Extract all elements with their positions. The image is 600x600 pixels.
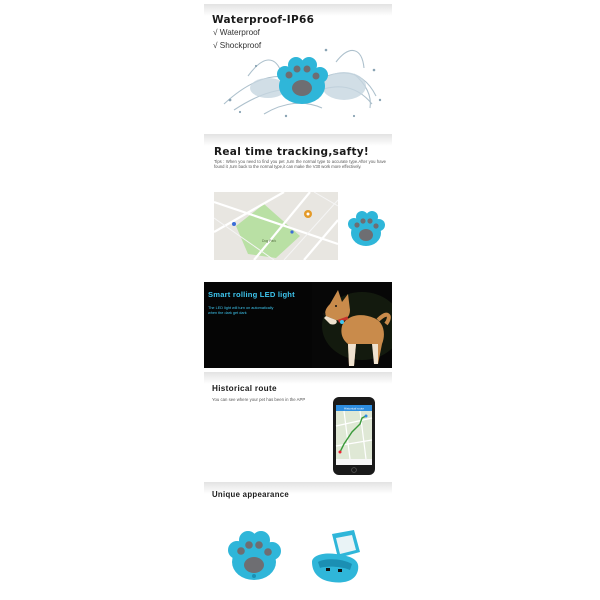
led-section xyxy=(204,282,392,368)
dog-photo xyxy=(312,282,392,368)
map-screenshot xyxy=(214,192,338,260)
route-desc: You can see where your pet has been in the APP xyxy=(212,397,306,402)
map-location-dot-icon xyxy=(232,222,236,226)
shockproof-check-item: √ Shockproof xyxy=(213,41,262,50)
paw-device-image xyxy=(344,206,388,250)
appearance-section xyxy=(204,482,392,600)
route-title: Historical route xyxy=(212,384,277,393)
appearance-title: Unique appearance xyxy=(212,490,290,499)
tracking-section xyxy=(204,134,392,276)
led-desc-line1: The LED light will turn on automatically xyxy=(208,306,274,310)
paw-device-splash xyxy=(277,57,328,104)
paw-device-front-image xyxy=(224,526,284,586)
waterproof-section xyxy=(204,4,392,130)
product-page-column xyxy=(204,0,392,600)
tracking-title: Real time tracking,safty! xyxy=(214,146,370,158)
phone-app-image xyxy=(332,396,376,476)
device-open-image xyxy=(302,526,366,590)
led-glow-icon xyxy=(340,320,344,324)
waterproof-check-item: √ Waterproof xyxy=(213,28,260,37)
map-place-label: Dog Park xyxy=(262,239,277,243)
route-section xyxy=(204,372,392,480)
water-splash-image xyxy=(204,4,392,130)
led-title: Smart rolling LED light xyxy=(208,290,295,299)
led-desc-line2: when the dark get dark xyxy=(208,311,247,315)
waterproof-title: Waterproof-IP66 xyxy=(212,14,315,26)
app-header-label: Historical route xyxy=(343,406,365,411)
tracking-tip: Tips : When you need to find you pet ,turn the normal type to accurate type.After you have found it ,turn back to the normal type,it can make the V30 work more effectively. xyxy=(214,159,386,170)
